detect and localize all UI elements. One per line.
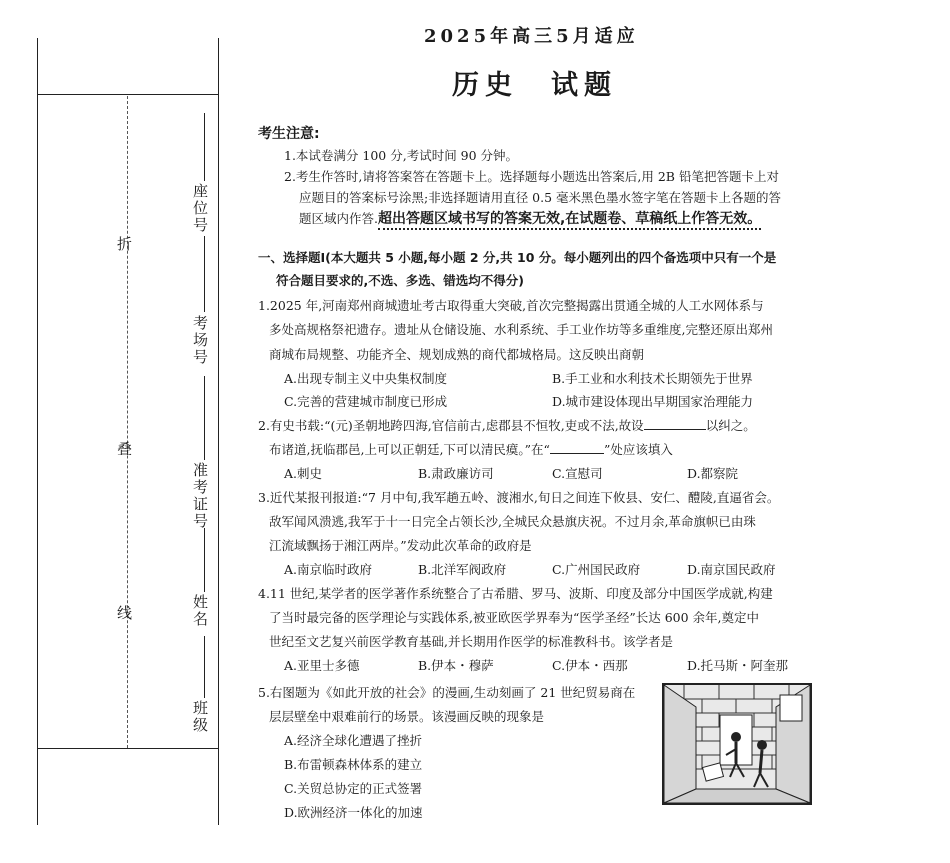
- margin-top-rule: [37, 94, 219, 95]
- cartoon-drawing: [664, 685, 810, 803]
- q1-option-c[interactable]: C.完善的营建城市制度已形成: [284, 394, 448, 409]
- q1-option-a[interactable]: A.出现专制主义中央集权制度: [284, 371, 448, 386]
- q4-stem-line-3: 世纪至文艺复兴前医学教育基础,并长期用作医学的标准教科书。该学者是: [269, 634, 673, 649]
- room-number-label: 考场号: [191, 315, 209, 366]
- seat-number-label: 座位号: [191, 183, 209, 234]
- q2-option-d[interactable]: D.都察院: [687, 466, 739, 481]
- notice-heading: 考生注意:: [258, 126, 320, 142]
- notice-emphasis: 超出答题区域书写的答案无效,在试题卷、草稿纸上作答无效。: [378, 211, 761, 230]
- q4-option-b[interactable]: B.伊本・穆萨: [418, 658, 494, 673]
- q5-stem-line-1: 5.右图题为《如此开放的社会》的漫画,生动刻画了 21 世纪贸易商在: [258, 685, 636, 700]
- notice-line-2a: 2.考生作答时,请将答案答在答题卡上。选择题每小题选出答案后,用 2B 铅笔把答题卡上对: [284, 169, 779, 184]
- q3-stem-line-2: 敌军闻风溃逃,我军于十一日完全占领长沙,全城民众悬旗庆祝。不过月余,革命旗帜已由珠: [269, 514, 756, 529]
- q4-option-a[interactable]: A.亚里士多德: [284, 658, 360, 673]
- q3-option-b[interactable]: B.北洋军阀政府: [418, 562, 507, 577]
- q3-option-d[interactable]: D.南京国民政府: [687, 562, 776, 577]
- seat-number-field[interactable]: [204, 113, 205, 181]
- q2-stem-line-2: [269, 440, 673, 458]
- notice-line-1: 1.本试卷满分 100 分,考试时间 90 分钟。: [284, 148, 519, 163]
- q2-blank-1: [644, 418, 706, 430]
- q3-option-c[interactable]: C.广州国民政府: [552, 562, 641, 577]
- margin-inner-line: [218, 38, 219, 825]
- class-label: 班级: [191, 700, 209, 734]
- q2-stem-line-1-post: 以纠之。: [705, 418, 756, 433]
- fold-char-2: 叠: [117, 440, 133, 458]
- q1-stem-line-1: 1.2025 年,河南郑州商城遗址考古取得重大突破,首次完整揭露出贯通全城的人工水网体系与: [258, 298, 764, 313]
- fold-dashed-line: [127, 96, 128, 748]
- notice-line-2b: 应题目的答案标号涂黑;非选择题请用直径 0.5 毫米黑色墨水签字笔在答题卡上各题的答: [299, 190, 782, 205]
- q4-option-c[interactable]: C.伊本・西那: [552, 658, 628, 673]
- q3-option-a[interactable]: A.南京临时政府: [284, 562, 373, 577]
- q2-option-b[interactable]: B.肃政廉访司: [418, 466, 494, 481]
- margin-outer-line: [37, 38, 38, 825]
- q2-stem-line-1-pre: 2.有史书载:“(元)圣朝地跨四海,官信前古,虑郡县不恒牧,吏或不法,故设: [258, 418, 644, 433]
- q5-stem-line-2: 层层壁垒中艰难前行的场景。该漫画反映的现象是: [269, 709, 545, 724]
- fold-char-3: 线: [117, 604, 133, 622]
- section-title-line-2: 符合题目要求的,不选、多选、错选均不得分): [276, 273, 524, 288]
- q3-stem-line-1: 3.近代某报刊报道:“7 月中旬,我军趟五岭、渡湘水,旬日之间连下攸县、安仁、醴陵,直逼省会。: [258, 490, 780, 505]
- q2-stem-line-2-pre: 布诸道,抚临郡邑,上可以正朝廷,下可以清民瘼。”在“: [269, 442, 550, 457]
- admission-number-field[interactable]: [204, 376, 205, 460]
- trade-barrier-cartoon: [662, 683, 812, 805]
- q1-stem-line-2: 多处高规格祭祀遗存。遗址从仓储设施、水利系统、手工业作坊等多重维度,完整还原出郑州: [269, 322, 773, 337]
- page-title: 历史 试题: [452, 70, 617, 101]
- exam-series-title: 2025年高三5月适应: [424, 26, 639, 47]
- q5-option-a[interactable]: A.经济全球化遭遇了挫折: [284, 733, 423, 748]
- fold-char-1: 折: [117, 235, 133, 253]
- q5-option-c[interactable]: C.关贸总协定的正式签署: [284, 781, 423, 796]
- notice-line-2c-plain: 题区域内作答.: [299, 211, 378, 226]
- q2-blank-2: [550, 442, 604, 454]
- q4-stem-line-1: 4.11 世纪,某学者的医学著作系统整合了古希腊、罗马、波斯、印度及部分中国医学成就,构建: [258, 586, 773, 601]
- q3-stem-line-3: 江流域飘扬于湘江两岸。”发动此次革命的政府是: [269, 538, 532, 553]
- class-field[interactable]: [204, 636, 205, 698]
- q2-option-a[interactable]: A.刺史: [284, 466, 323, 481]
- q5-option-d[interactable]: D.欧洲经济一体化的加速: [284, 805, 423, 820]
- q4-stem-line-2: 了当时最完备的医学理论与实践体系,被亚欧医学界奉为“医学圣经”长达 600 余年,奠定中: [269, 610, 760, 625]
- q2-option-c[interactable]: C.宣慰司: [552, 466, 603, 481]
- q1-option-b[interactable]: B.手工业和水利技术长期领先于世界: [552, 371, 753, 386]
- notice-line-2c: [299, 208, 761, 228]
- room-number-field[interactable]: [204, 236, 205, 312]
- admission-number-label: 准考证号: [191, 462, 209, 530]
- q2-stem-line-1: [258, 416, 756, 434]
- name-field[interactable]: [204, 528, 205, 592]
- q5-option-b[interactable]: B.布雷顿森林体系的建立: [284, 757, 423, 772]
- q1-stem-line-3: 商城布局规整、功能齐全、规划成熟的商代都城格局。这反映出商朝: [269, 347, 645, 362]
- section-title-line-1: 一、选择题Ⅰ(本大题共 5 小题,每小题 2 分,共 10 分。每小题列出的四个备选项中只有一个是: [258, 250, 777, 265]
- q4-option-d[interactable]: D.托马斯・阿奎那: [687, 658, 789, 673]
- q2-stem-line-2-post: ”处应该填入: [603, 442, 673, 457]
- margin-bottom-rule: [37, 748, 219, 749]
- q1-option-d[interactable]: D.城市建设体现出早期国家治理能力: [552, 394, 754, 409]
- name-label: 姓名: [191, 594, 209, 628]
